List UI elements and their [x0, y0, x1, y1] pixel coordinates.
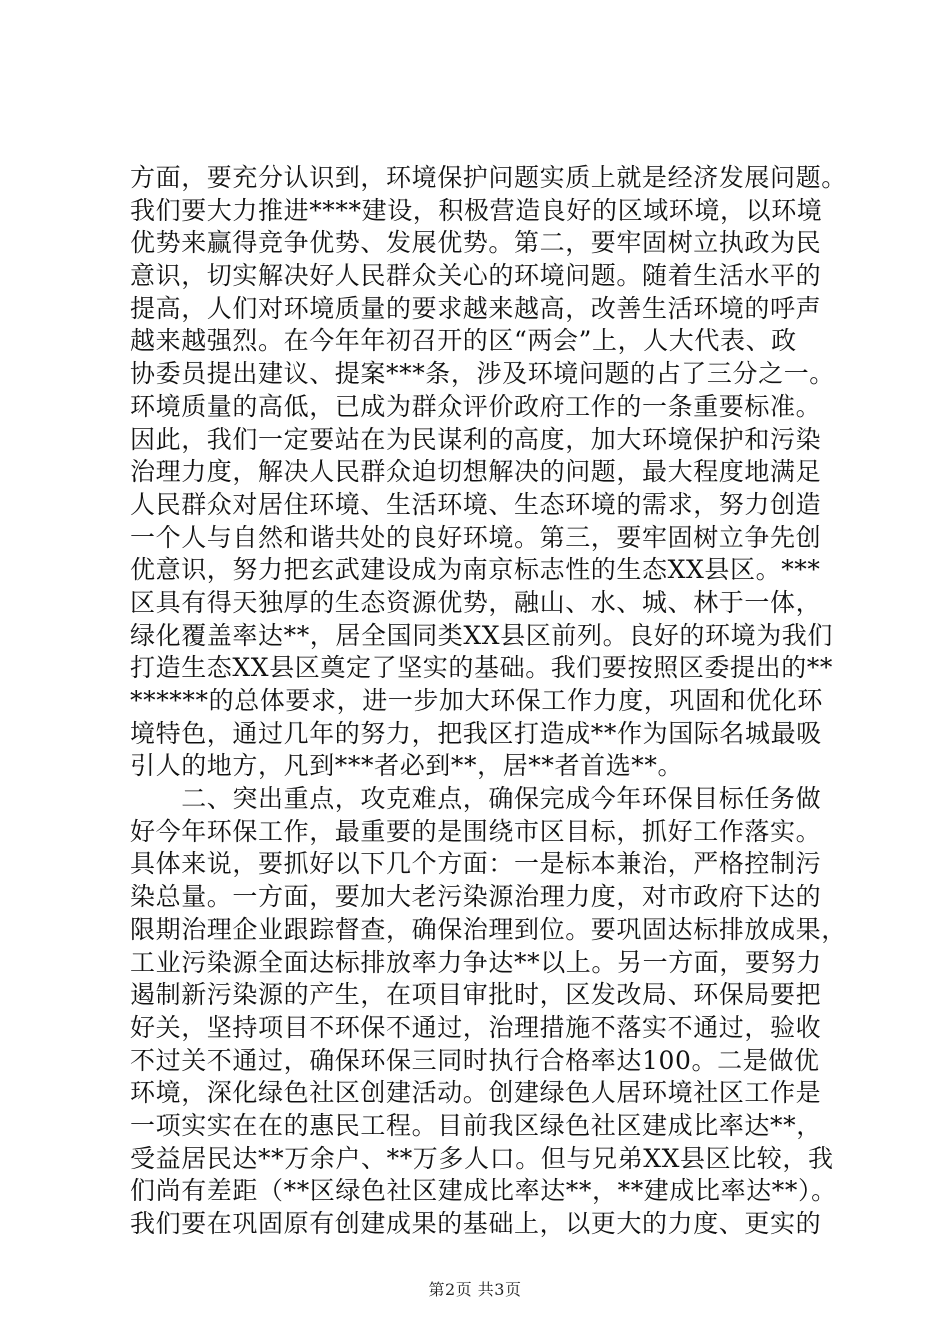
text-line: 好关，坚持项目不环保不通过，治理措施不落实不通过，验收 — [130, 1012, 822, 1042]
text-line: 打造生态XX县区奠定了坚实的基础。我们要按照区委提出的** — [130, 653, 833, 683]
text-line: 人民群众对居住环境、生活环境、生态环境的需求，努力创造 — [130, 489, 822, 519]
text-line: 优势来赢得竞争优势、发展优势。第二，要牢固树立执政为民 — [130, 228, 822, 258]
text-line: 环境质量的高低，已成为群众评价政府工作的一条重要标准。 — [130, 391, 822, 421]
text-line: 治理力度，解决人民群众迫切想解决的问题，最大程度地满足 — [130, 457, 822, 487]
page-number: 第2页 共3页 — [428, 1280, 522, 1299]
text-line: 遏制新污染源的产生，在项目审批时，区发改局、环保局要把 — [130, 980, 822, 1010]
text-line: 引人的地方，凡到***者必到**，居**者首选**。 — [130, 751, 684, 781]
text-line: 我们要大力推进****建设，积极营造良好的区域环境，以环境 — [130, 195, 823, 225]
page-footer — [0, 1277, 950, 1300]
text-line: 区具有得天独厚的生态资源优势，融山、水、城、林于一体， — [130, 587, 822, 617]
text-line: 因此，我们一定要站在为民谋利的高度，加大环境保护和污染 — [130, 424, 822, 454]
text-line: ******的总体要求，进一步加大环保工作力度，巩固和优化环 — [130, 686, 824, 715]
text-line: 染总量。一方面，要加大老污染源治理力度，对市政府下达的 — [130, 882, 822, 912]
text-line: 受益居民达**万余户、**万多人口。但与兄弟XX县区比较，我 — [130, 1143, 834, 1173]
text-line: 方面，要充分认识到，环境保护问题实质上就是经济发展问题。 — [130, 163, 847, 192]
text-line: 具体来说，要抓好以下几个方面：一是标本兼治，严格控制污 — [130, 849, 822, 879]
text-line: 绿化覆盖率达**，居全国同类XX县区前列。良好的环境为我们 — [130, 620, 833, 650]
text-line: 不过关不通过，确保环保三同时执行合格率达100。二是做优 — [130, 1045, 820, 1075]
text-line: 一项实实在在的惠民工程。目前我区绿色社区建成比率达**， — [130, 1110, 822, 1140]
text-line: 提高，人们对环境质量的要求越来越高，改善生活环境的呼声 — [130, 293, 822, 323]
text-line: 环境，深化绿色社区创建活动。创建绿色人居环境社区工作是 — [130, 1078, 822, 1108]
text-line: 越来越强烈。在今年年初召开的区“两会”上，人大代表、政 — [130, 326, 797, 356]
text-line: 优意识，努力把玄武建设成为南京标志性的生态XX县区。*** — [130, 555, 821, 585]
text-line: 我们要在巩固原有创建成果的基础上，以更大的力度、更实的 — [130, 1209, 822, 1238]
text-line: 工业污染源全面达标排放率力争达**以上。另一方面，要努力 — [130, 947, 822, 977]
section-heading-line: 二、突出重点，攻克难点，确保完成今年环保目标任务做 — [130, 784, 822, 814]
text-line: 们尚有差距（**区绿色社区建成比率达**，**建成比率达**）。 — [130, 1176, 837, 1206]
text-line: 一个人与自然和谐共处的良好环境。第三，要牢固树立争先创 — [130, 522, 822, 552]
text-line: 限期治理企业跟踪督查，确保治理到位。要巩固达标排放成果， — [130, 914, 847, 944]
text-line: 意识，切实解决好人民群众关心的环境问题。随着生活水平的 — [130, 261, 822, 291]
body-text — [130, 162, 847, 1241]
text-line: 好今年环保工作，最重要的是围绕市区目标，抓好工作落实。 — [130, 816, 822, 846]
text-line: 境特色，通过几年的努力，把我区打造成**作为国际名城最吸 — [130, 718, 822, 748]
text-line: 协委员提出建议、提案***条，涉及环境问题的占了三分之一。 — [130, 359, 835, 389]
